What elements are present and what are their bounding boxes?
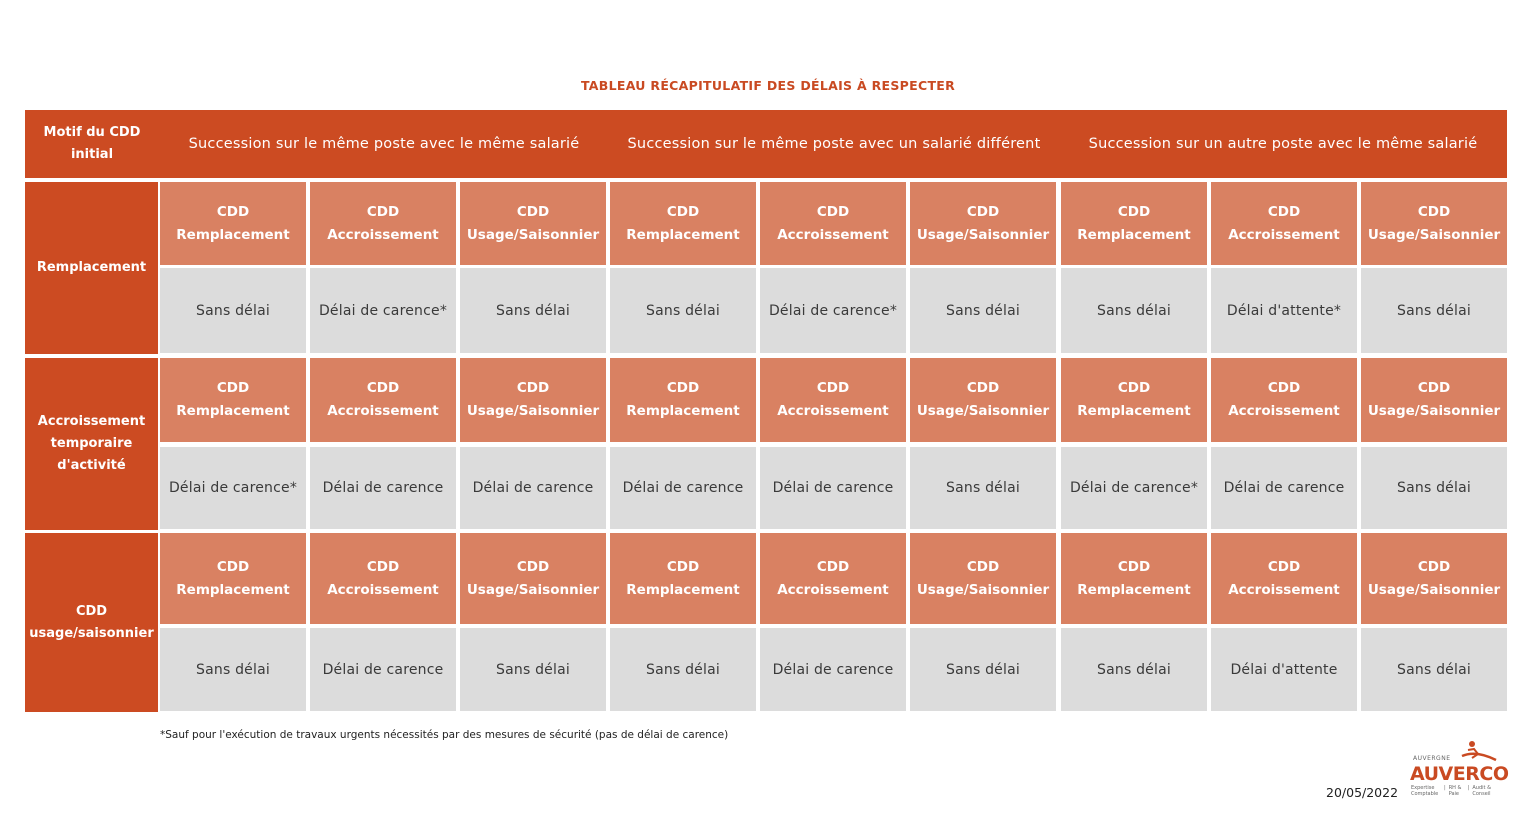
- value-cell: Sans délai: [1061, 628, 1207, 711]
- value-cell: Sans délai: [1061, 268, 1207, 353]
- value-cell: Délai de carence: [760, 628, 906, 711]
- value-cell: Sans délai: [910, 628, 1056, 711]
- row-label-remplacement: Remplacement: [25, 182, 158, 354]
- value-cell: Délai de carence: [310, 447, 456, 529]
- header-motif-label: Motif du CDD initial: [43, 125, 141, 162]
- value-cell: Sans délai: [910, 268, 1056, 353]
- logo-tags: Expertise Comptable| RH & Paie| Audit & Conseil: [1411, 785, 1491, 797]
- value-cell: Délai de carence*: [160, 447, 306, 529]
- type-cell: CDD Remplacement: [160, 533, 306, 624]
- value-cell: Délai de carence: [1211, 447, 1357, 529]
- type-cell: CDD Remplacement: [1061, 533, 1207, 624]
- type-cell: CDD Remplacement: [1061, 182, 1207, 265]
- value-cell: Délai de carence: [460, 447, 606, 529]
- type-cell: CDD Usage/Saisonnier: [460, 182, 606, 265]
- type-cell: CDD Remplacement: [610, 358, 756, 442]
- type-cell: CDD Usage/Saisonnier: [910, 358, 1056, 442]
- footnote: *Sauf pour l'exécution de travaux urgents nécessités par des mesures de sécurité (pas de délai de carence): [160, 729, 729, 741]
- value-cell: Sans délai: [1361, 268, 1507, 353]
- row-label-accroissement: Accroissement temporaire d'activité: [25, 358, 158, 530]
- date: 20/05/2022: [1326, 785, 1399, 800]
- type-cell: CDD Accroissement: [1211, 358, 1357, 442]
- value-cell: Sans délai: [610, 628, 756, 711]
- header-col-same-post-different-employee: Succession sur le même poste avec un salarié différent: [627, 136, 1041, 152]
- type-cell: CDD Usage/Saisonnier: [910, 182, 1056, 265]
- type-cell: CDD Accroissement: [310, 182, 456, 265]
- type-cell: CDD Accroissement: [760, 182, 906, 265]
- type-cell: CDD Accroissement: [1211, 533, 1357, 624]
- type-cell: CDD Usage/Saisonnier: [460, 358, 606, 442]
- value-cell: Délai de carence: [310, 628, 456, 711]
- value-cell: Sans délai: [460, 628, 606, 711]
- logo-region: AUVERGNE: [1413, 755, 1451, 762]
- value-cell: Sans délai: [610, 268, 756, 353]
- value-cell: Délai d'attente*: [1211, 268, 1357, 353]
- type-cell: CDD Remplacement: [610, 533, 756, 624]
- type-cell: CDD Remplacement: [1061, 358, 1207, 442]
- auverco-logo: [1408, 740, 1508, 800]
- type-cell: CDD Usage/Saisonnier: [910, 533, 1056, 624]
- value-cell: Délai de carence*: [1061, 447, 1207, 529]
- type-cell: CDD Remplacement: [610, 182, 756, 265]
- value-cell: Sans délai: [1361, 628, 1507, 711]
- type-cell: CDD Usage/Saisonnier: [1361, 533, 1507, 624]
- header-col-same-post-same-employee: Succession sur le même poste avec le même salarié: [188, 136, 580, 152]
- value-cell: Délai de carence: [610, 447, 756, 529]
- type-cell: CDD Usage/Saisonnier: [460, 533, 606, 624]
- row-label-usage-saisonnier: CDD usage/saisonnier: [25, 533, 158, 712]
- value-cell: Sans délai: [910, 447, 1056, 529]
- type-cell: CDD Usage/Saisonnier: [1361, 182, 1507, 265]
- value-cell: Sans délai: [460, 268, 606, 353]
- type-cell: CDD Accroissement: [310, 358, 456, 442]
- value-cell: Délai de carence*: [760, 268, 906, 353]
- header-col-other-post-same-employee: Succession sur un autre poste avec le même salarié: [1088, 136, 1478, 152]
- value-cell: Délai de carence: [760, 447, 906, 529]
- value-cell: Délai de carence*: [310, 268, 456, 353]
- type-cell: CDD Accroissement: [1211, 182, 1357, 265]
- table-header: [25, 110, 1507, 178]
- page-title: TABLEAU RÉCAPITULATIF DES DÉLAIS À RESPECTER: [580, 78, 956, 93]
- value-cell: Délai d'attente: [1211, 628, 1357, 711]
- type-cell: CDD Accroissement: [760, 358, 906, 442]
- value-cell: Sans délai: [160, 628, 306, 711]
- type-cell: CDD Remplacement: [160, 182, 306, 265]
- type-cell: CDD Accroissement: [310, 533, 456, 624]
- value-cell: Sans délai: [160, 268, 306, 353]
- type-cell: CDD Remplacement: [160, 358, 306, 442]
- type-cell: CDD Usage/Saisonnier: [1361, 358, 1507, 442]
- logo-brand: AUVERCO: [1410, 763, 1509, 785]
- type-cell: CDD Accroissement: [760, 533, 906, 624]
- value-cell: Sans délai: [1361, 447, 1507, 529]
